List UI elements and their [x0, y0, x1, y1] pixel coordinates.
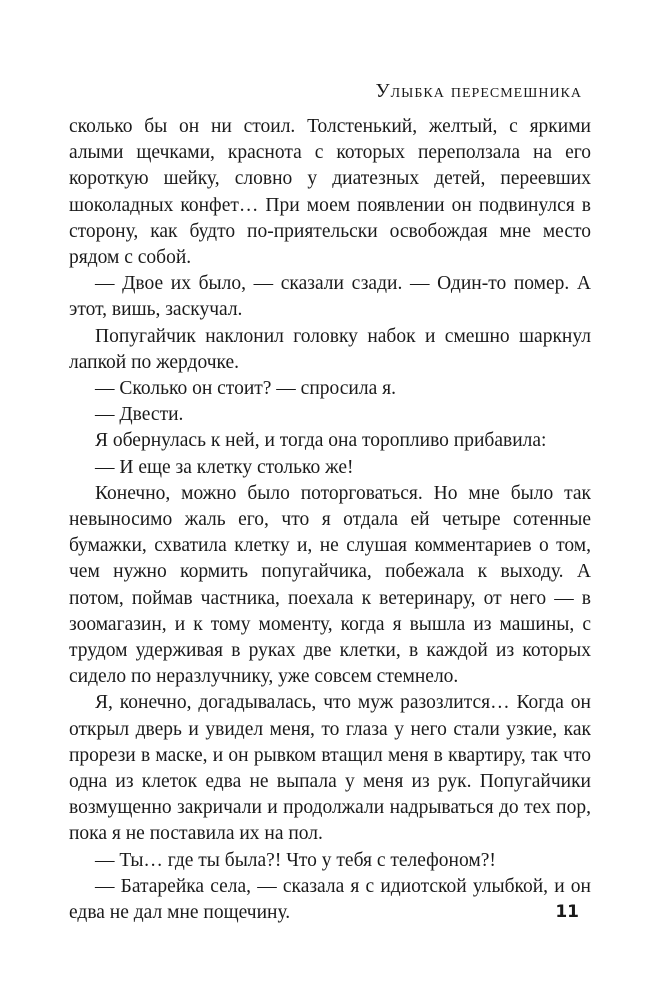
paragraph: сколько бы он ни стоил. Толстенький, желтый, с яркими алыми щечками, краснота с которых переползала на его короткую шейку, словно у диатезных детей, переевших шоколадных конфет… При моем появлении он подвинулся в сторону, как будто по-приятельски освобождая мне место рядом с собой. [69, 116, 591, 269]
paragraph: — Батарейка села, — сказала я с идиотской улыбкой, и он едва не дал мне пощечину. [69, 875, 591, 924]
paragraph: — Двести. [95, 404, 184, 426]
paragraph: — Ты… где ты была?! Что у тебя с телефоном?! [95, 849, 496, 871]
paragraph: Конечно, можно было поторговаться. Но мне было так невыносимо жаль его, что я отдала ей четыре сотенные бумажки, схватила клетку и, не слушая комментариев о том, чем нужно кормить попугайчика, побежала к выходу. А потом, поймав частника, поехала к ветеринару, от него — в зоомагазин, и к тому моменту, когда я вышла из машины, с трудом удерживая в руках две клетки, в каждой из которых сидело по неразлучнику, уже совсем стемнело. [69, 482, 591, 688]
paragraph: — Сколько он стоит? — спросила я. [95, 378, 396, 400]
body-text [69, 114, 591, 926]
running-head: Улыбка пересмешника [375, 80, 582, 102]
paragraph: Попугайчик наклонил головку набок и смешно шаркнул лапкой по жердочке. [69, 325, 591, 373]
paragraph: — Двое их было, — сказали сзади. — Один-то помер. А этот, вишь, заскучал. [69, 273, 591, 321]
paragraph: — И еще за клетку столько же! [95, 456, 354, 478]
paragraph: Я, конечно, догадывалась, что муж разозлится… Когда он открыл дверь и увидел меня, то глаза у него стали узкие, как прорези в маске, и он рывком втащил меня в квартиру, так что одна из клеток едва не выпала у меня из рук. Попугайчики возмущенно закричали и продолжали надрываться до тех пор, пока я не поставила их на пол. [69, 692, 591, 845]
page-number: 11 [555, 902, 579, 922]
paragraph: Я обернулась к ней, и тогда она торопливо прибавила: [95, 430, 547, 452]
